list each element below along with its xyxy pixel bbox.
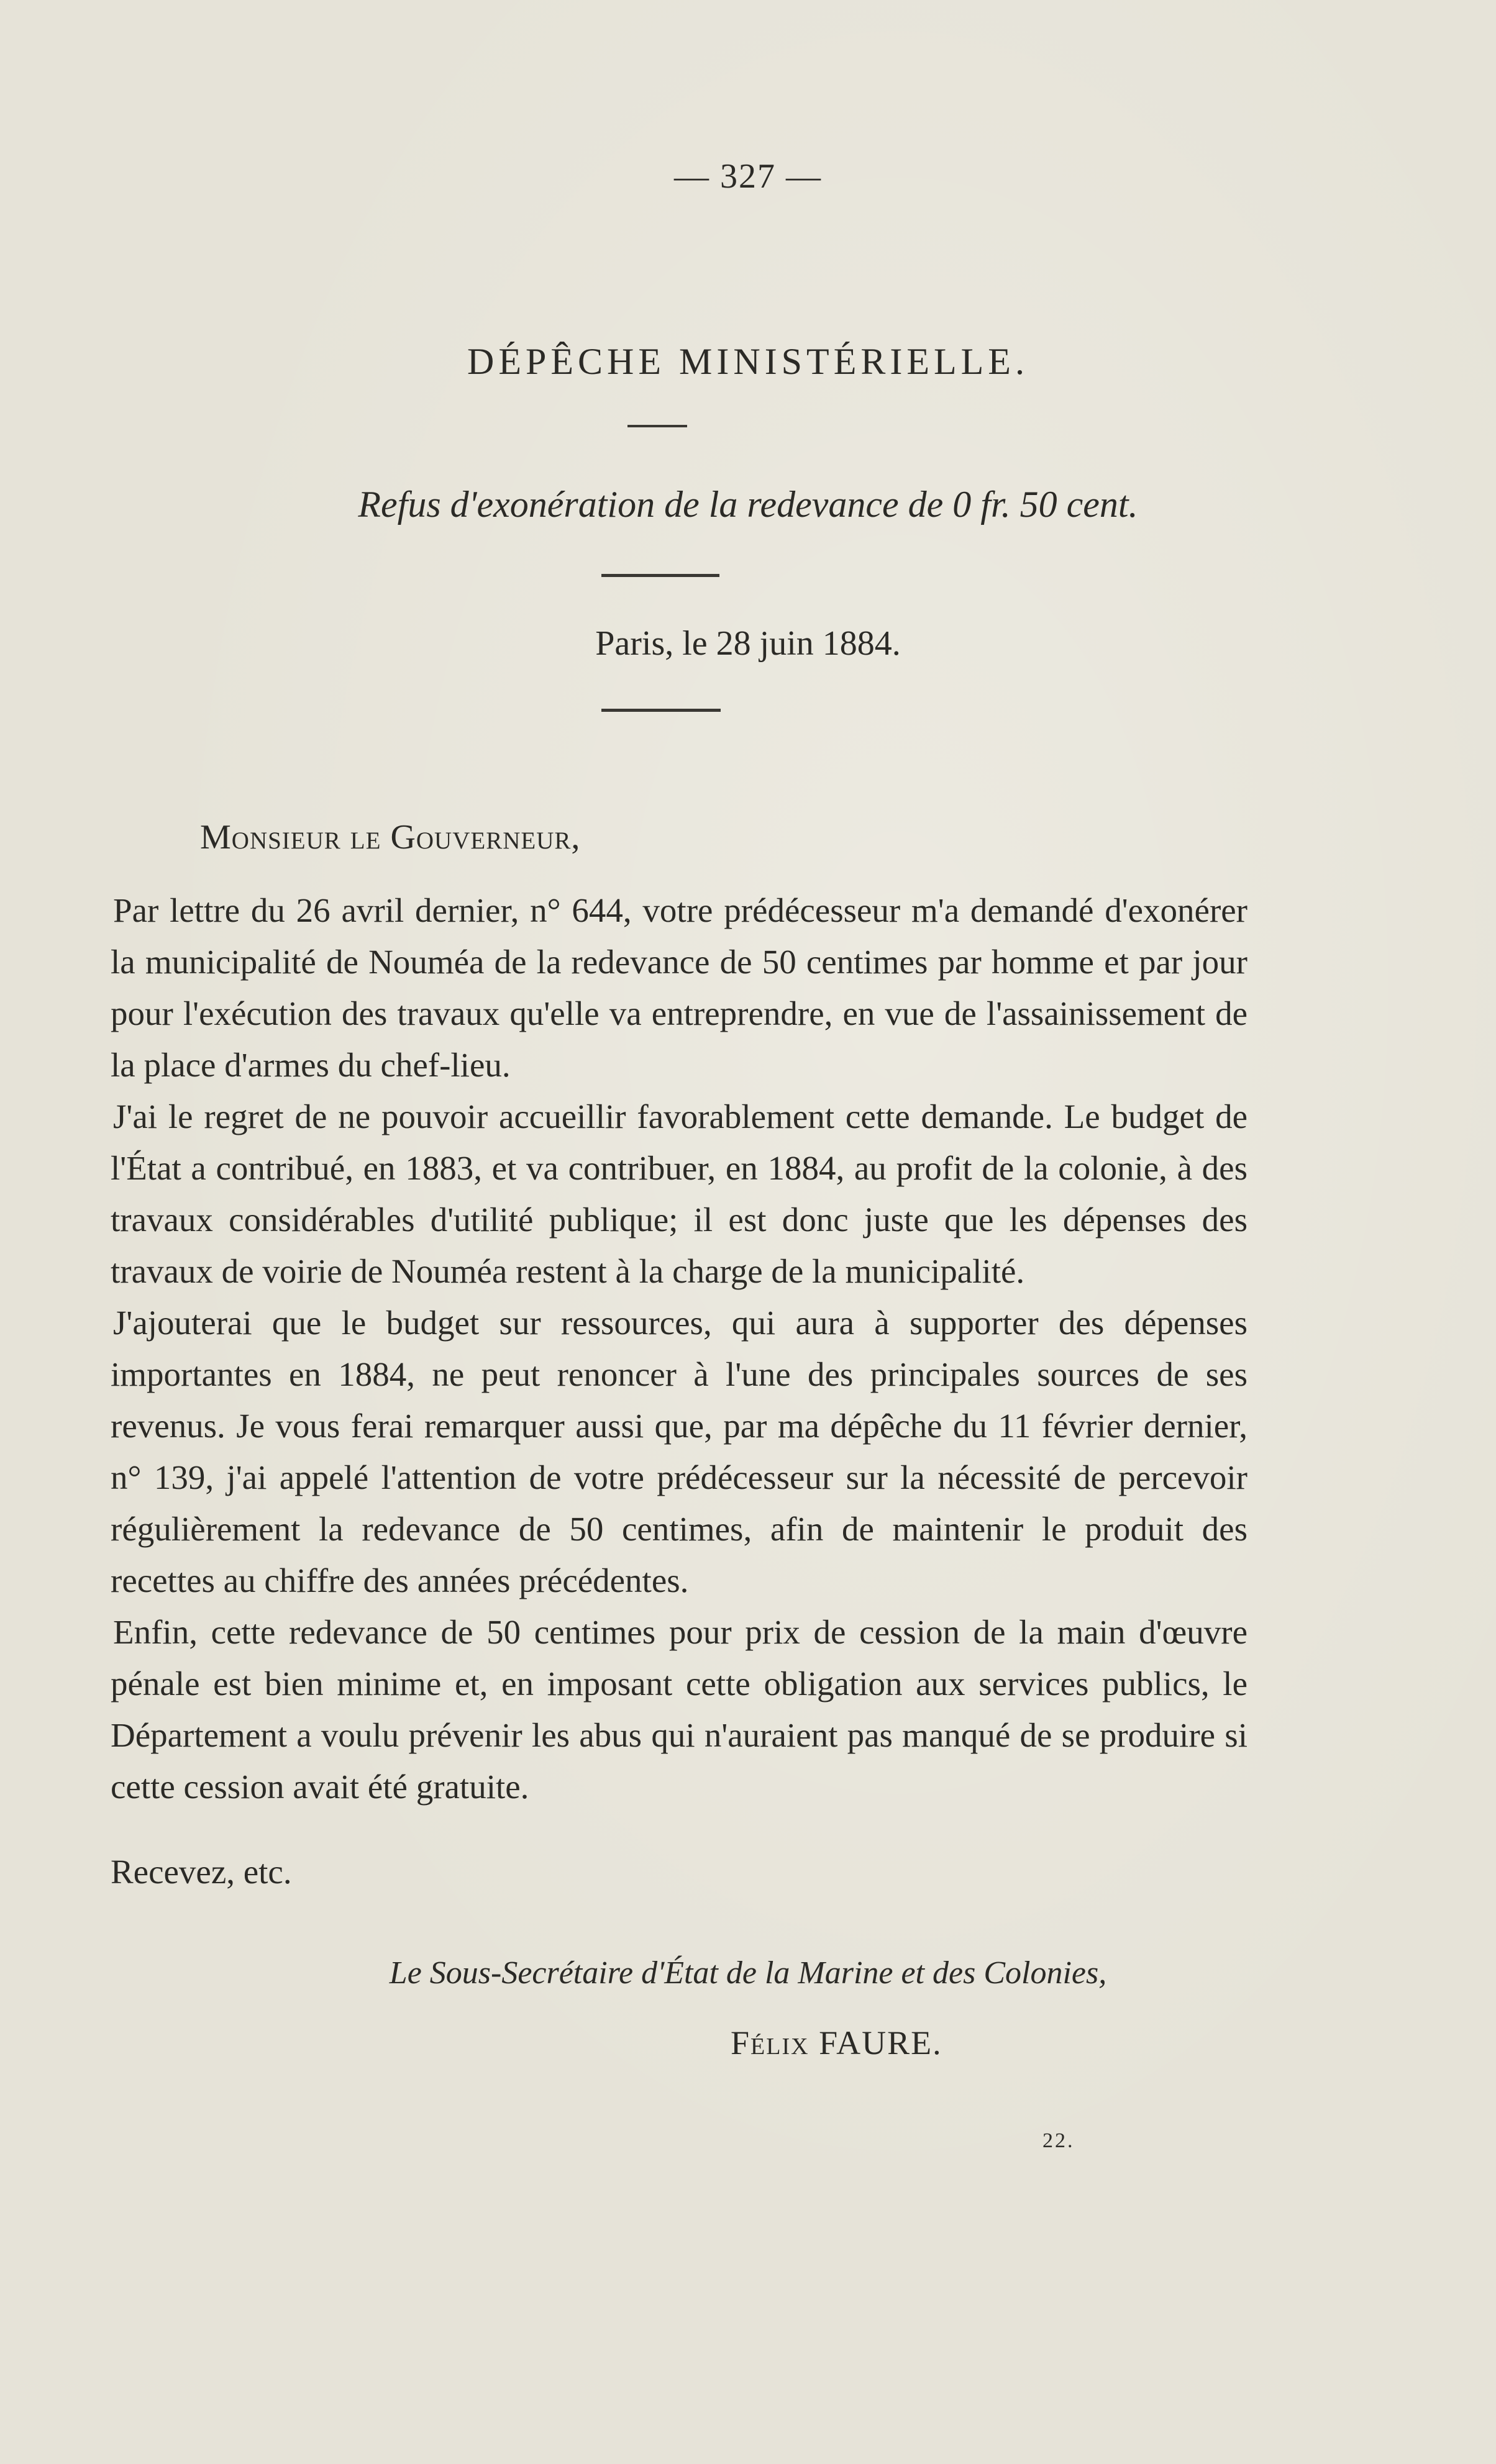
signer-first-name: Félix: [731, 2024, 810, 2062]
page-number: — 327 —: [674, 157, 822, 196]
letter-body: [111, 884, 1247, 1812]
divider-rule: [601, 709, 721, 712]
closing-formula: Recevez, etc.: [111, 1853, 292, 1891]
divider-rule: [627, 425, 687, 427]
signer-name: [731, 2024, 942, 2062]
paragraph: Enfin, cette redevance de 50 centimes pour prix de cession de la main d'œuvre pénale est bien minime et, en imposant cette obligation aux services publics, le Département a voulu prévenir les abus qui n'auraient pas manqué de se produire si cette cession avait été gratuite.: [111, 1613, 1247, 1806]
paragraph: J'ai le regret de ne pouvoir accueillir favorablement cette demande. Le budget de l'État a contribué, en 1883, et va contribuer, en 1884, au profit de la colonie, à des travaux considérables d'utilité publique; il est donc juste que les dépenses des travaux de voirie de Nouméa restent à la charge de la municipalité.: [111, 1098, 1247, 1290]
paragraph: J'ajouterai que le budget sur ressources, qui aura à supporter des dépenses importantes en 1884, ne peut renoncer à l'une des principales sources de ses revenus. Je vous ferai remarquer aussi que, par ma dépêche du 11 février dernier, n° 139, j'ai appelé l'attention de votre prédécesseur sur la nécessité de percevoir régulièrement la redevance de 50 centimes, afin de maintenir le produit des recettes au chiffre des années précédentes.: [111, 1304, 1247, 1599]
signer-title: Le Sous-Secrétaire d'État de la Marine et des Colonies,: [389, 1955, 1107, 1991]
paragraph: Par lettre du 26 avril dernier, n° 644, votre prédécesseur m'a demandé d'exonérer la municipalité de Nouméa de la redevance de 50 centimes par homme et par jour pour l'exécution des travaux qu'elle va entreprendre, en vue de l'assainissement de la place d'armes du chef-lieu.: [111, 891, 1247, 1084]
document-subtitle: Refus d'exonération de la redevance de 0 fr. 50 cent.: [358, 484, 1138, 525]
salutation: Monsieur le Gouverneur,: [200, 818, 581, 857]
document-heading: DÉPÊCHE MINISTÉRIELLE.: [467, 341, 1029, 382]
sheet-signature-mark: 22.: [1042, 2129, 1075, 2152]
signer-last-name: FAURE.: [819, 2024, 942, 2062]
divider-rule: [601, 574, 719, 577]
dateline: Paris, le 28 juin 1884.: [595, 624, 901, 663]
